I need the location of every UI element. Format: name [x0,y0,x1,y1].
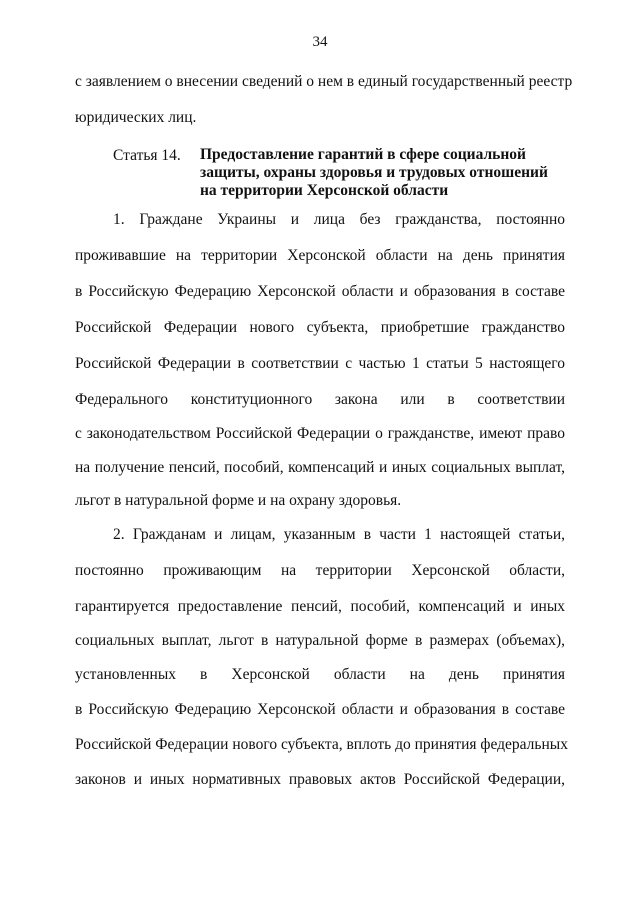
paragraph-1-line: льгот в натуральной форме и на охрану здоровья. [75,492,402,509]
text-line: с заявлением о внесении сведений о нем в единый государственный реестр [75,73,573,90]
article-title-line: защиты, охраны здоровья и трудовых отношений [200,164,548,181]
paragraph-1-line: 1. Граждане Украины и лица без гражданства, постоянно [113,211,565,228]
paragraph-2-line: Российской Федерации нового субъекта, вплоть до принятия федеральных [75,736,568,753]
paragraph-1-line: с законодательством Российской Федерации о гражданстве, имеют право [75,425,565,442]
page-number: 34 [312,34,328,50]
paragraph-1-line: в Российскую Федерацию Херсонской области и образования в составе [75,283,565,300]
article-label: Статья 14. [113,147,181,164]
paragraph-2-line: установленных в Херсонской области на день принятия [75,666,565,683]
article-title [200,146,548,200]
paragraph-1-line: Федерального конституционного закона или в соответствии [75,391,565,408]
paragraph-1-line: Российской Федерации нового субъекта, приобретшие гражданство [75,319,565,336]
article-title-line: на территории Херсонской области [200,182,449,199]
paragraph-1-line: проживавшие на территории Херсонской области на день принятия [75,247,565,264]
article-title-line: Предоставление гарантий в сфере социальной [200,146,526,163]
paragraph-2-line: законов и иных нормативных правовых актов Российской Федерации, [75,771,565,788]
paragraph-2-line: постоянно проживающим на территории Херсонской области, [75,562,565,579]
paragraph-2-line: 2. Гражданам и лицам, указанным в части 1 настоящей статьи, [113,526,565,543]
paragraph-2-line: в Российскую Федерацию Херсонской области и образования в составе [75,701,565,718]
paragraph-2-line: гарантируется предоставление пенсий, пособий, компенсаций и иных [75,598,565,615]
paragraph-2-line: социальных выплат, льгот в натуральной форме в размерах (объемах), [75,632,565,649]
text-line: юридических лиц. [75,109,197,126]
paragraph-1-line: на получение пенсий, пособий, компенсаций и иных социальных выплат, [75,459,565,476]
paragraph-1-line: Российской Федерации в соответствии с частью 1 статьи 5 настоящего [75,355,565,372]
